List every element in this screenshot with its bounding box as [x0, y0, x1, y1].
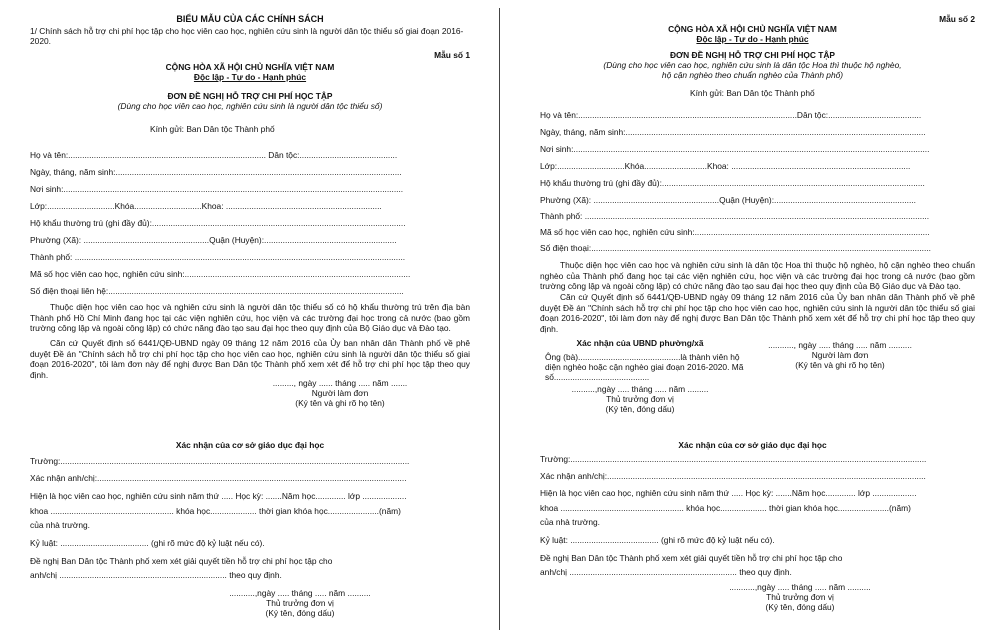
applicant-sign-date: ........., ngày ...... tháng ..... năm .......	[272, 378, 408, 388]
confirm-discipline: Kỷ luật: ...................................... (ghi rõ mức độ kỷ luật nếu có).	[540, 535, 775, 545]
policy-line-2: 2020.	[30, 36, 51, 46]
confirm-role: Thủ trưởng đơn vị	[766, 592, 834, 602]
confirm-role: Thủ trưởng đơn vị	[266, 598, 334, 608]
nation-motto: Độc lập - Tự do - Hạnh phúc	[696, 34, 809, 44]
confirm-school-of: của nhà trường.	[540, 517, 600, 527]
confirm-request: Đề nghị Ban Dân tộc Thành phố xem xét giải quyết tiền hỗ trợ chi phí học tập cho	[30, 556, 333, 566]
confirm-faculty: khoa ..................................................... khóa học.................... thời gian khóa học......................(năm)	[30, 506, 401, 516]
recipient: Kính gửi: Ban Dân tộc Thành phố	[690, 88, 815, 98]
confirm-school-of: của nhà trường.	[30, 520, 90, 530]
field-city: Thành phố: ....................................................................................................................................................	[540, 211, 930, 221]
confirm-date: ...........,ngày ..... tháng ..... năm ..........	[729, 582, 871, 592]
confirm-request-name: anh/chị ........................................................................ theo quy định.	[540, 567, 792, 577]
applicant-sign-role: Người làm đơn	[811, 350, 869, 360]
confirm-school: Trường:.........................................................................................................................................................	[540, 454, 927, 464]
nation-name: CỘNG HÒA XÃ HỘI CHỦ NGHĨA VIỆT NAM	[668, 24, 837, 34]
confirm-note: (Ký tên, đóng dấu)	[265, 608, 335, 618]
ward-confirm-line-2: diện nghèo hoặc cận nghèo giai đoạn 2016-2020. Mã	[545, 362, 744, 372]
field-phone: Số điện thoại:..................................................................................................................................................	[540, 243, 931, 253]
ward-confirm-line-1: Ông (bà)............................................là thành viên hộ	[545, 352, 740, 362]
form-page-1	[30, 8, 470, 630]
confirm-student: Xác nhận anh/chị:.........................................................................................................................................	[540, 471, 926, 481]
form-subtitle: (Dùng cho học viên cao học, nghiên cứu sinh là người dân tộc thiểu số)	[117, 101, 383, 111]
field-full-name: Họ và tên:..............................................................................................Dân tộc:........................................	[540, 110, 922, 120]
confirm-student: Xác nhận anh/chị:.....................................................................................................................................	[30, 473, 407, 483]
applicant-sign-note: (Ký tên và ghi rõ họ tên)	[795, 360, 885, 370]
form-number: Mẫu số 1	[434, 50, 470, 60]
confirm-request-name: anh/chị ........................................................................ theo quy định.	[30, 570, 282, 580]
confirm-title: Xác nhận của cơ sở giáo dục đại học	[678, 440, 827, 450]
field-birth-date: Ngày, tháng, năm sinh:...........................................................................................................................	[30, 167, 402, 177]
form-title: ĐƠN ĐỀ NGHỊ HỖ TRỢ CHI PHÍ HỌC TẬP	[167, 91, 333, 101]
field-birth-place: Nơi sinh:..................................................................................................................................................	[30, 184, 404, 194]
statement-paragraph-1: Thuộc diện học viên cao học và nghiên cứu sinh là người dân tộc thiểu số có hộ khẩu thường trú trên địa bàn Thành phố Hồ Chí Minh đang học tại các viện nghiên cứu, học viện và các trường đại học trong cả nước (bao gồm trường công lập và ngoài công lập) có chức năng đào tạo sau đại học theo quy định của Bộ Giáo dục và Đào tạo.	[30, 302, 470, 333]
field-class: Lớp:.............................Khóa.............................Khoa: ...................................................................	[30, 201, 382, 211]
field-birth-place: Nơi sinh:.........................................................................................................................................................	[540, 144, 930, 154]
confirm-date: ...........,ngày ..... tháng ..... năm ..........	[229, 588, 371, 598]
confirm-study-year: Hiện là học viên cao học, nghiên cứu sinh năm thứ ..... Học kỳ: .......Năm học............. lớp ...................	[540, 488, 917, 498]
form-number: Mẫu số 2	[939, 14, 975, 24]
ward-confirm-title: Xác nhận của UBND phường/xã	[576, 338, 704, 348]
field-residence: Hộ khẩu thường trú (ghi đầy đủ):.............................................................................................................	[30, 218, 406, 228]
statement-paragraph-1: Thuộc diện học viên cao học và nghiên cứu sinh là dân tộc Hoa thì thuộc hộ nghèo, hộ cận nghèo theo chuẩn nghèo của Thành phố đang học tại các viện nghiên cứu, học viện và các trường đại học trong cả nước (bao gồm trường công lập và ngoài công lập) có chức năng đào tạo sau đại học theo quy định của Bộ Giáo dục và Đào tạo.	[540, 260, 975, 291]
field-full-name: Họ và tên:..................................................................................... Dân tộc:..........................................	[30, 150, 398, 160]
confirm-study-year: Hiện là học viên cao học, nghiên cứu sinh năm thứ ..... Học kỳ: .......Năm học............. lớp ...................	[30, 491, 407, 501]
field-phone: Số điện thoại liên hệ:...............................................................................................................................	[30, 286, 404, 296]
form-subtitle-line-2: hộ cận nghèo theo chuẩn nghèo của Thành phố)	[661, 70, 844, 80]
ward-confirm-line-3: số.........................................	[545, 372, 650, 382]
ward-confirm-role: Thủ trưởng đơn vị	[606, 394, 674, 404]
field-city: Thành phố: ..............................................................................................................................................	[30, 252, 406, 262]
confirm-title: Xác nhận của cơ sở giáo dục đại học	[175, 440, 325, 450]
policy-header-title: BIỂU MẪU CỦA CÁC CHÍNH SÁCH	[176, 14, 324, 24]
nation-name: CỘNG HÒA XÃ HỘI CHỦ NGHĨA VIỆT NAM	[165, 62, 335, 72]
field-class: Lớp:.............................Khóa...........................Khoa: .............................................................................	[540, 161, 911, 171]
form-title: ĐƠN ĐỀ NGHỊ HỖ TRỢ CHI PHÍ HỌC TẬP	[669, 50, 836, 60]
applicant-sign-date: ..........., ngày ..... tháng ..... năm ..........	[768, 340, 912, 350]
form-page-2	[530, 8, 975, 630]
field-student-id: Mã số học viên cao học, nghiên cứu sinh:.................................................................................................	[30, 269, 411, 279]
applicant-sign-role: Người làm đơn	[311, 388, 369, 398]
confirm-faculty: khoa ..................................................... khóa học.................... thời gian khóa học......................(năm)	[540, 503, 911, 513]
statement-paragraph-2: Căn cứ Quyết định số 6441/QĐ-UBND ngày 09 tháng 12 năm 2016 của Ủy ban nhân dân Thành phố về phê duyệt Đề án "Chính sách hỗ trợ chi phí học tập cho học viên cao học, nghiên cứu sinh là người dân tộc thiểu số giai đoạn 2016-2020", tôi làm đơn này để nghị được Ban Dân tộc Thành phố xem xét để hỗ trợ chi phí học tập theo quy định.	[30, 338, 470, 380]
recipient: Kính gửi: Ban Dân tộc Thành phố	[150, 124, 275, 134]
form-subtitle-line-1: (Dùng cho học viên cao học, nghiên cứu sinh là dân tộc Hoa thì thuộc hộ nghèo,	[603, 60, 902, 70]
policy-line-1: 1/ Chính sách hỗ trợ chi phí học tập cho học viên cao học, nghiên cứu sinh là người dân tộc thiểu số giai đoạn 2016-	[30, 26, 464, 36]
field-student-id: Mã số học viên cao học, nghiên cứu sinh:.....................................................................................................	[540, 227, 930, 237]
statement-paragraph-2: Căn cứ Quyết định số 6441/QĐ-UBND ngày 09 tháng 12 năm 2016 của Ủy ban nhân dân Thành phố về phê duyệt Đề án "Chính sách hỗ trợ chi phí học tập cho học viên cao học, nghiên cứu sinh là người dân tộc thiểu số giai đoạn 2016-2020", tôi làm đơn này để nghị được Ban Dân tộc Thành phố xem xét để hỗ trợ chi phí học tập theo quy định.	[540, 292, 975, 334]
applicant-sign-note: (Ký tên và ghi rõ họ tên)	[295, 398, 385, 408]
field-ward: Phường (Xã): ......................................................Quận (Huyện):.........................................................	[30, 235, 397, 245]
confirm-note: (Ký tên, đóng dấu)	[765, 602, 835, 612]
page-divider	[499, 8, 500, 630]
ward-confirm-note: (Ký tên, đóng dấu)	[605, 404, 675, 414]
confirm-request: Đề nghị Ban Dân tộc Thành phố xem xét giải quyết tiền hỗ trợ chi phí học tập cho	[540, 553, 843, 563]
field-ward: Phường (Xã): ......................................................Quận (Huyện):.............................................................	[540, 195, 916, 205]
confirm-discipline: Kỷ luật: ...................................... (ghi rõ mức độ kỷ luật nếu có).	[30, 538, 265, 548]
nation-motto: Độc lập - Tự do - Hạnh phúc	[193, 72, 307, 82]
field-residence: Hộ khẩu thường trú (ghi đầy đủ):.................................................................................................................	[540, 178, 925, 188]
field-birth-date: Ngày, tháng, năm sinh:.................................................................................................................................	[540, 127, 926, 137]
ward-confirm-date: ..........,ngày ..... tháng ..... năm .........	[571, 384, 709, 394]
confirm-school: Trường:......................................................................................................................................................	[30, 456, 410, 466]
